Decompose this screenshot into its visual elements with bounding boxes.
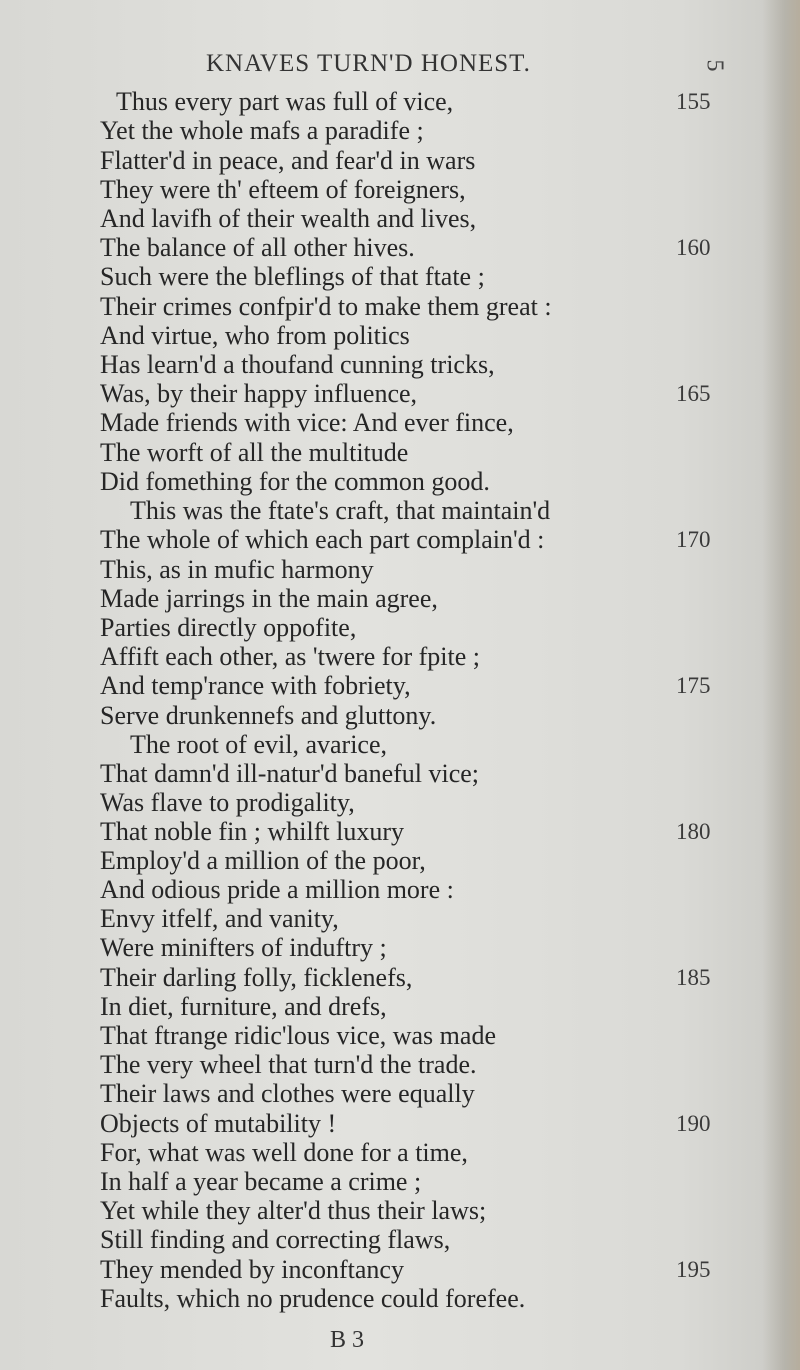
poem-line: Parties directly oppofite,	[100, 613, 357, 642]
line-number: 185	[676, 965, 711, 990]
poem-line: The whole of which each part complain'd :	[100, 525, 545, 554]
line-number: 180	[676, 819, 711, 844]
poem-line: The root of evil, avarice,	[130, 730, 387, 759]
line-number: 190	[676, 1111, 711, 1136]
poem-line: Yet while they alter'd thus their laws;	[100, 1196, 487, 1225]
poem-line: The balance of all other hives.	[100, 233, 415, 262]
poem-line: Their crimes confpir'd to make them great :	[100, 292, 552, 321]
poem-line: This, as in mufic harmony	[100, 555, 374, 584]
poem-line: This was the ftate's craft, that maintain'd	[130, 496, 551, 525]
poem-line: And temp'rance with fobriety,	[100, 671, 411, 700]
poem-line: Faults, which no prudence could forefee.	[100, 1284, 526, 1313]
poem-line: That ftrange ridic'lous vice, was made	[100, 1021, 496, 1050]
poem-line: Employ'd a million of the poor,	[100, 846, 426, 875]
poem-line: That noble fin ; whilft luxury	[100, 817, 405, 846]
poem-line: Were minifters of induftry ;	[100, 933, 387, 962]
poem-line: In diet, furniture, and drefs,	[100, 992, 387, 1021]
poem-line: Envy itfelf, and vanity,	[100, 904, 339, 933]
poem-line: The very wheel that turn'd the trade.	[100, 1050, 477, 1079]
poem-line: Serve drunkennefs and gluttony.	[100, 701, 437, 730]
page-folio: 5	[701, 59, 728, 72]
running-title: KNAVES TURN'D HONEST.	[206, 50, 531, 77]
line-number: 170	[676, 527, 711, 552]
poem-line: For, what was well done for a time,	[100, 1138, 468, 1167]
poem-line: Made jarrings in the main agree,	[100, 584, 438, 613]
poem-line: Did fomething for the common good.	[100, 467, 490, 496]
line-number: 160	[676, 235, 711, 260]
poem-line: And lavifh of their wealth and lives,	[100, 204, 477, 233]
poem-line: Flatter'd in peace, and fear'd in wars	[100, 146, 476, 175]
poem-line: Made friends with vice: And ever fince,	[100, 408, 514, 437]
poem-line: Thus every part was full of vice,	[116, 87, 454, 116]
line-number: 195	[676, 1257, 711, 1282]
poem-line: Still finding and correcting flaws,	[100, 1225, 451, 1254]
poem-line: Such were the bleflings of that ftate ;	[100, 262, 485, 291]
poem-line: And odious pride a million more :	[100, 875, 454, 904]
line-number: 175	[676, 673, 711, 698]
poem-line: That damn'd ill-natur'd baneful vice;	[100, 759, 480, 788]
poem-line: In half a year became a crime ;	[100, 1167, 422, 1196]
poem-line: Their laws and clothes were equally	[100, 1079, 475, 1108]
poem-line: They mended by inconftancy	[100, 1255, 404, 1284]
poem-line: And virtue, who from politics	[100, 321, 410, 350]
poem-line: Was flave to prodigality,	[100, 788, 355, 817]
poem-line: Affift each other, as 'twere for fpite ;	[100, 642, 480, 671]
poem-line: Objects of mutability !	[100, 1109, 337, 1138]
poem-line: Yet the whole mafs a paradife ;	[100, 116, 424, 145]
line-number: 165	[676, 381, 711, 406]
poem-line: Their darling folly, ficklenefs,	[100, 963, 413, 992]
poem-line: Was, by their happy influence,	[100, 379, 418, 408]
line-number: 155	[676, 89, 711, 114]
poem-line: They were th' efteem of foreigners,	[100, 175, 466, 204]
poem-line: Has learn'd a thoufand cunning tricks,	[100, 350, 495, 379]
signature-mark: B 3	[330, 1327, 365, 1353]
poem-line: The worft of all the multitude	[100, 438, 409, 467]
